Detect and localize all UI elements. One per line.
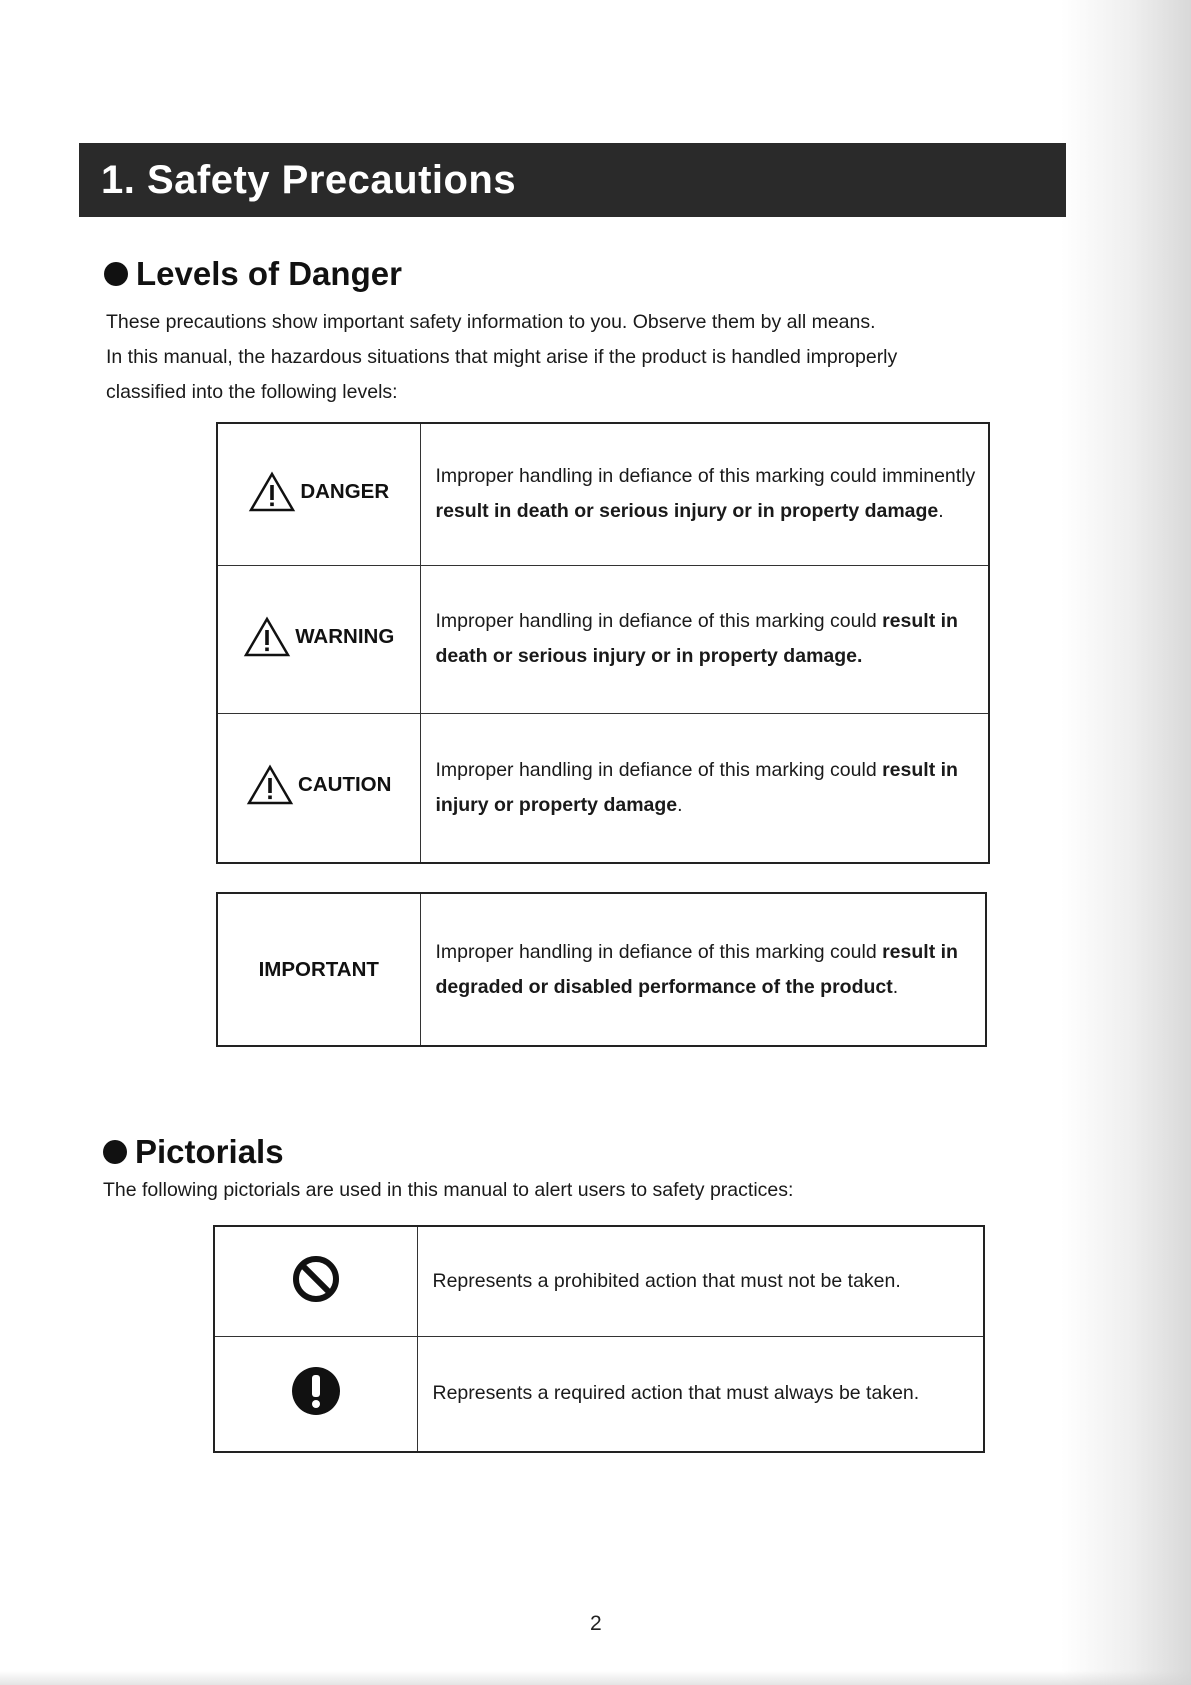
description-bold-text: result in death or serious injury or in property damage.: [435, 610, 958, 667]
level-label-cell: [217, 565, 420, 713]
table-row: [214, 1336, 984, 1452]
pictorials-intro: [103, 1175, 793, 1205]
pictorial-description: Represents a required action that must always be taken.: [417, 1336, 984, 1452]
pictorials-intro-text: The following pictorials are used in this manual to alert users to safety practices:: [103, 1179, 794, 1201]
danger-levels-table: [216, 422, 990, 864]
table-row: [214, 1226, 984, 1336]
description-text: Improper handling in defiance of this marking could: [435, 610, 883, 632]
important-description: [420, 893, 986, 1046]
pictorial-icon-cell: [214, 1226, 417, 1336]
level-description: [420, 423, 989, 565]
description-text: .: [892, 975, 899, 998]
intro-line: classified into the following levels:: [106, 381, 398, 403]
level-label-cell: [217, 423, 420, 565]
page-edge-shadow: [1061, 0, 1191, 1685]
description-text: .: [938, 500, 944, 523]
mandatory-exclamation-icon: [290, 1365, 342, 1417]
description-text: Improper handling in defiance of this marking could imminently: [435, 465, 976, 488]
warning-triangle-icon: [243, 616, 291, 658]
pictorial-description: Represents a prohibited action that must not be taken.: [417, 1226, 984, 1336]
description-bold-text: result in degraded or disabled performance of the product: [435, 940, 958, 998]
level-label-cell: [217, 713, 420, 863]
pictorials-heading: [103, 1133, 284, 1171]
table-row: [217, 423, 989, 565]
bullet-icon: [103, 1140, 127, 1164]
levels-heading: [104, 255, 402, 293]
important-label-cell: [217, 893, 420, 1046]
prohibited-icon: [291, 1254, 341, 1304]
pictorials-table: [213, 1225, 985, 1453]
level-label: CAUTION: [298, 773, 392, 797]
description-text: Improper handling in defiance of this marking could: [435, 940, 883, 963]
description-text: .: [677, 793, 683, 816]
level-description: [420, 565, 989, 713]
important-table: [216, 892, 987, 1047]
bullet-icon: [104, 262, 128, 286]
levels-heading-text: Levels of Danger: [136, 255, 402, 292]
pictorial-icon-cell: [214, 1336, 417, 1452]
intro-line: These precautions show important safety information to you. Observe them by all means.: [106, 311, 876, 333]
page-number: 2: [590, 1612, 602, 1635]
description-bold-text: result in injury or property damage: [435, 758, 958, 816]
table-row: [217, 893, 986, 1046]
description-text: Improper handling in defiance of this marking could: [435, 758, 883, 781]
level-label: DANGER: [300, 479, 390, 503]
warning-triangle-icon: [248, 471, 296, 513]
title-bar: [79, 143, 1066, 217]
page-title: 1. Safety Precautions: [101, 157, 517, 202]
page-bottom-shadow: [0, 1671, 1191, 1685]
levels-intro: [106, 305, 1066, 410]
important-label: IMPORTANT: [258, 957, 379, 981]
table-row: [217, 713, 989, 863]
warning-triangle-icon: [246, 764, 294, 806]
intro-line: In this manual, the hazardous situations that might arise if the product is handled improperly: [106, 346, 898, 368]
description-bold-text: result in death or serious injury or in property damage: [435, 500, 939, 523]
pictorials-heading-text: Pictorials: [135, 1133, 284, 1170]
level-description: [420, 713, 989, 863]
table-row: [217, 565, 989, 713]
level-label: WARNING: [295, 624, 395, 648]
